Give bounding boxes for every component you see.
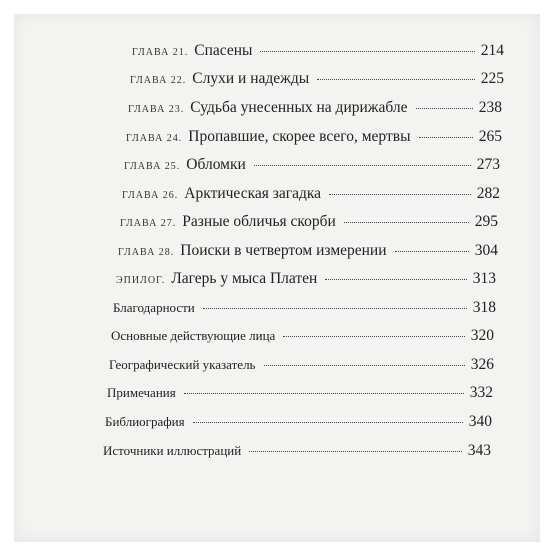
entry-title: Географический указатель <box>109 357 256 372</box>
book-page <box>14 14 540 542</box>
page-number: 304 <box>474 242 498 259</box>
page-number: 295 <box>474 213 498 230</box>
page-number: 214 <box>480 42 504 59</box>
entry-title: Судьба унесенных на дирижабле <box>190 99 408 116</box>
toc-entry-chapter-26 <box>122 185 500 209</box>
toc-entry-notes <box>107 384 493 408</box>
page-number: 282 <box>476 185 500 202</box>
chapter-label: ГЛАВА 23. <box>128 104 185 115</box>
chapter-label: ГЛАВА 28. <box>118 247 175 258</box>
dot-leader <box>249 451 462 452</box>
dot-leader <box>344 222 469 223</box>
chapter-label: ГЛАВА 27. <box>120 218 177 229</box>
toc-entry-acknowledgements <box>113 299 496 323</box>
toc-entry-chapter-22 <box>130 70 504 94</box>
dot-leader <box>260 51 474 52</box>
dot-leader <box>203 308 467 309</box>
dot-leader <box>395 251 469 252</box>
chapter-label: ГЛАВА 22. <box>130 75 187 86</box>
chapter-label: ГЛАВА 26. <box>122 190 179 201</box>
dot-leader <box>416 108 473 109</box>
entry-title: Разные обличья скорби <box>182 213 336 230</box>
page-number: 318 <box>472 299 496 316</box>
entry-title: Примечания <box>107 385 176 400</box>
toc-entry-bibliography <box>105 413 492 437</box>
chapter-label: ГЛАВА 21. <box>132 47 189 58</box>
chapter-label: ЭПИЛОГ. <box>116 275 166 286</box>
toc-entry-chapter-27 <box>120 213 498 237</box>
dot-leader <box>264 365 465 366</box>
page-number: 238 <box>478 99 502 116</box>
page-number: 320 <box>470 327 494 344</box>
entry-title: Источники иллюстраций <box>103 443 242 458</box>
entry-title: Пропавшие, скорее всего, мертвы <box>188 128 411 145</box>
page-number: 326 <box>470 356 494 373</box>
dot-leader <box>419 137 473 138</box>
entry-title: Спасены <box>194 42 253 59</box>
entry-title: Лагерь у мыса Платен <box>171 270 318 287</box>
toc-entry-chapter-23 <box>128 99 502 123</box>
dot-leader <box>184 393 464 394</box>
page-number: 225 <box>480 70 504 87</box>
toc-entry-chapter-25 <box>124 156 500 180</box>
dot-leader <box>283 336 464 337</box>
toc-entry-epilogue <box>116 270 496 294</box>
table-of-contents <box>14 14 540 542</box>
page-number: 343 <box>467 442 491 459</box>
toc-entry-chapter-28 <box>118 242 498 266</box>
entry-title: Слухи и надежды <box>192 70 310 87</box>
dot-leader <box>193 422 463 423</box>
entry-title: Обломки <box>186 156 246 173</box>
page-number: 340 <box>468 413 492 430</box>
page-number: 273 <box>476 156 500 173</box>
entry-title: Поиски в четвертом измерении <box>180 242 387 259</box>
chapter-label: ГЛАВА 24. <box>126 133 183 144</box>
entry-title: Основные действующие лица <box>111 328 276 343</box>
dot-leader <box>329 194 471 195</box>
page-number: 332 <box>469 384 493 401</box>
toc-entry-chapter-21 <box>132 42 504 66</box>
entry-title: Арктическая загадка <box>184 185 322 202</box>
page-number: 313 <box>472 270 496 287</box>
page-number: 265 <box>478 128 502 145</box>
entry-title: Библиография <box>105 414 185 429</box>
toc-entry-characters <box>111 327 494 351</box>
toc-entry-chapter-24 <box>126 128 502 152</box>
dot-leader <box>317 79 475 80</box>
toc-entry-geographic-index <box>109 356 494 380</box>
toc-entry-illustration-sources <box>103 442 491 466</box>
entry-title: Благодарности <box>113 300 195 315</box>
chapter-label: ГЛАВА 25. <box>124 161 181 172</box>
dot-leader <box>325 279 466 280</box>
dot-leader <box>254 165 471 166</box>
